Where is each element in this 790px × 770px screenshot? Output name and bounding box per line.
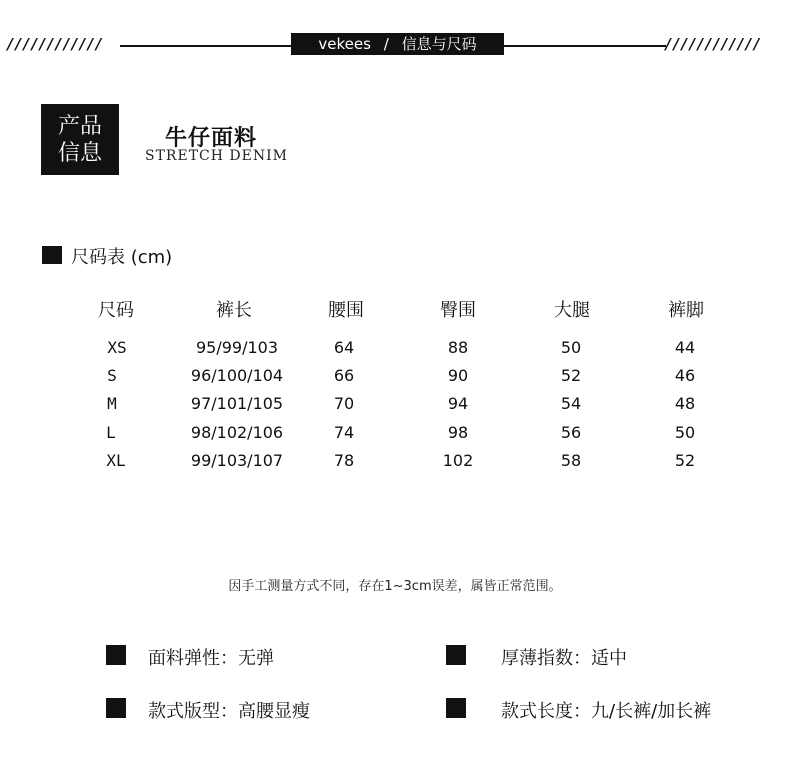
fabric-subtitle: STRETCH DENIM — [145, 148, 288, 164]
column-header-length: 裤长 — [216, 300, 252, 321]
table-cell-hem: 50 — [674, 423, 696, 442]
table-cell-size: M — [107, 394, 117, 413]
table-cell-waist: 74 — [333, 423, 355, 442]
table-cell-thigh: 54 — [560, 394, 582, 413]
column-header-waist: 腰围 — [328, 300, 364, 321]
table-cell-size: S — [107, 366, 117, 385]
table-cell-hem: 44 — [674, 338, 696, 357]
header-separator: / — [383, 35, 389, 53]
table-cell-waist: 70 — [333, 394, 355, 413]
table-cell-length: 98/102/106 — [190, 423, 284, 442]
column-header-hem: 裤脚 — [668, 300, 704, 321]
table-cell-waist: 66 — [333, 366, 355, 385]
table-cell-hip: 88 — [447, 338, 469, 357]
table-cell-size: L — [106, 423, 116, 442]
table-cell-hip: 98 — [447, 423, 469, 442]
right-hatch-decoration: //////////// — [664, 37, 761, 51]
table-cell-thigh: 56 — [560, 423, 582, 442]
table-cell-hip: 102 — [442, 451, 474, 470]
header-brand-bar — [291, 33, 504, 55]
size-chart-title: 尺码表 (cm) — [71, 247, 173, 268]
table-cell-hem: 46 — [674, 366, 696, 385]
column-header-size: 尺码 — [98, 300, 134, 321]
attribute-bullet — [446, 645, 466, 665]
size-chart-bullet — [42, 246, 62, 264]
attribute-elasticity: 面料弹性：无弹 — [148, 648, 274, 669]
column-header-hip: 臀围 — [440, 300, 476, 321]
table-cell-thigh: 50 — [560, 338, 582, 357]
table-cell-thigh: 52 — [560, 366, 582, 385]
product-info-badge — [41, 104, 119, 175]
table-cell-length: 97/101/105 — [190, 394, 284, 413]
fabric-title: 牛仔面料 — [165, 126, 258, 151]
table-cell-thigh: 58 — [560, 451, 582, 470]
attribute-bullet — [106, 645, 126, 665]
header-subtitle: 信息与尺码 — [401, 35, 477, 53]
table-cell-size: XL — [106, 451, 126, 470]
table-cell-hip: 90 — [447, 366, 469, 385]
left-header-line — [120, 45, 291, 47]
measurement-note: 因手工测量方式不同，存在1~3cm误差，属皆正常范围。 — [228, 579, 562, 594]
table-cell-waist: 78 — [333, 451, 355, 470]
attribute-length: 款式长度：九/长裤/加长裤 — [501, 701, 712, 722]
product-info-badge-line2: 信息 — [57, 140, 102, 166]
table-cell-length: 95/99/103 — [195, 338, 279, 357]
table-cell-hem: 52 — [674, 451, 696, 470]
attribute-fit: 款式版型：高腰显瘦 — [148, 701, 310, 722]
table-cell-hem: 48 — [674, 394, 696, 413]
table-cell-length: 99/103/107 — [190, 451, 284, 470]
left-hatch-decoration: //////////// — [6, 37, 103, 51]
table-cell-hip: 94 — [447, 394, 469, 413]
attribute-thickness: 厚薄指数：适中 — [501, 648, 627, 669]
right-header-line — [504, 45, 666, 47]
table-cell-waist: 64 — [333, 338, 355, 357]
attribute-bullet — [446, 698, 466, 718]
product-info-badge-line1: 产品 — [57, 113, 102, 139]
table-cell-length: 96/100/104 — [190, 366, 284, 385]
brand-name: vekees — [318, 35, 371, 53]
attribute-bullet — [106, 698, 126, 718]
column-header-thigh: 大腿 — [554, 300, 590, 321]
table-cell-size: XS — [107, 338, 127, 357]
